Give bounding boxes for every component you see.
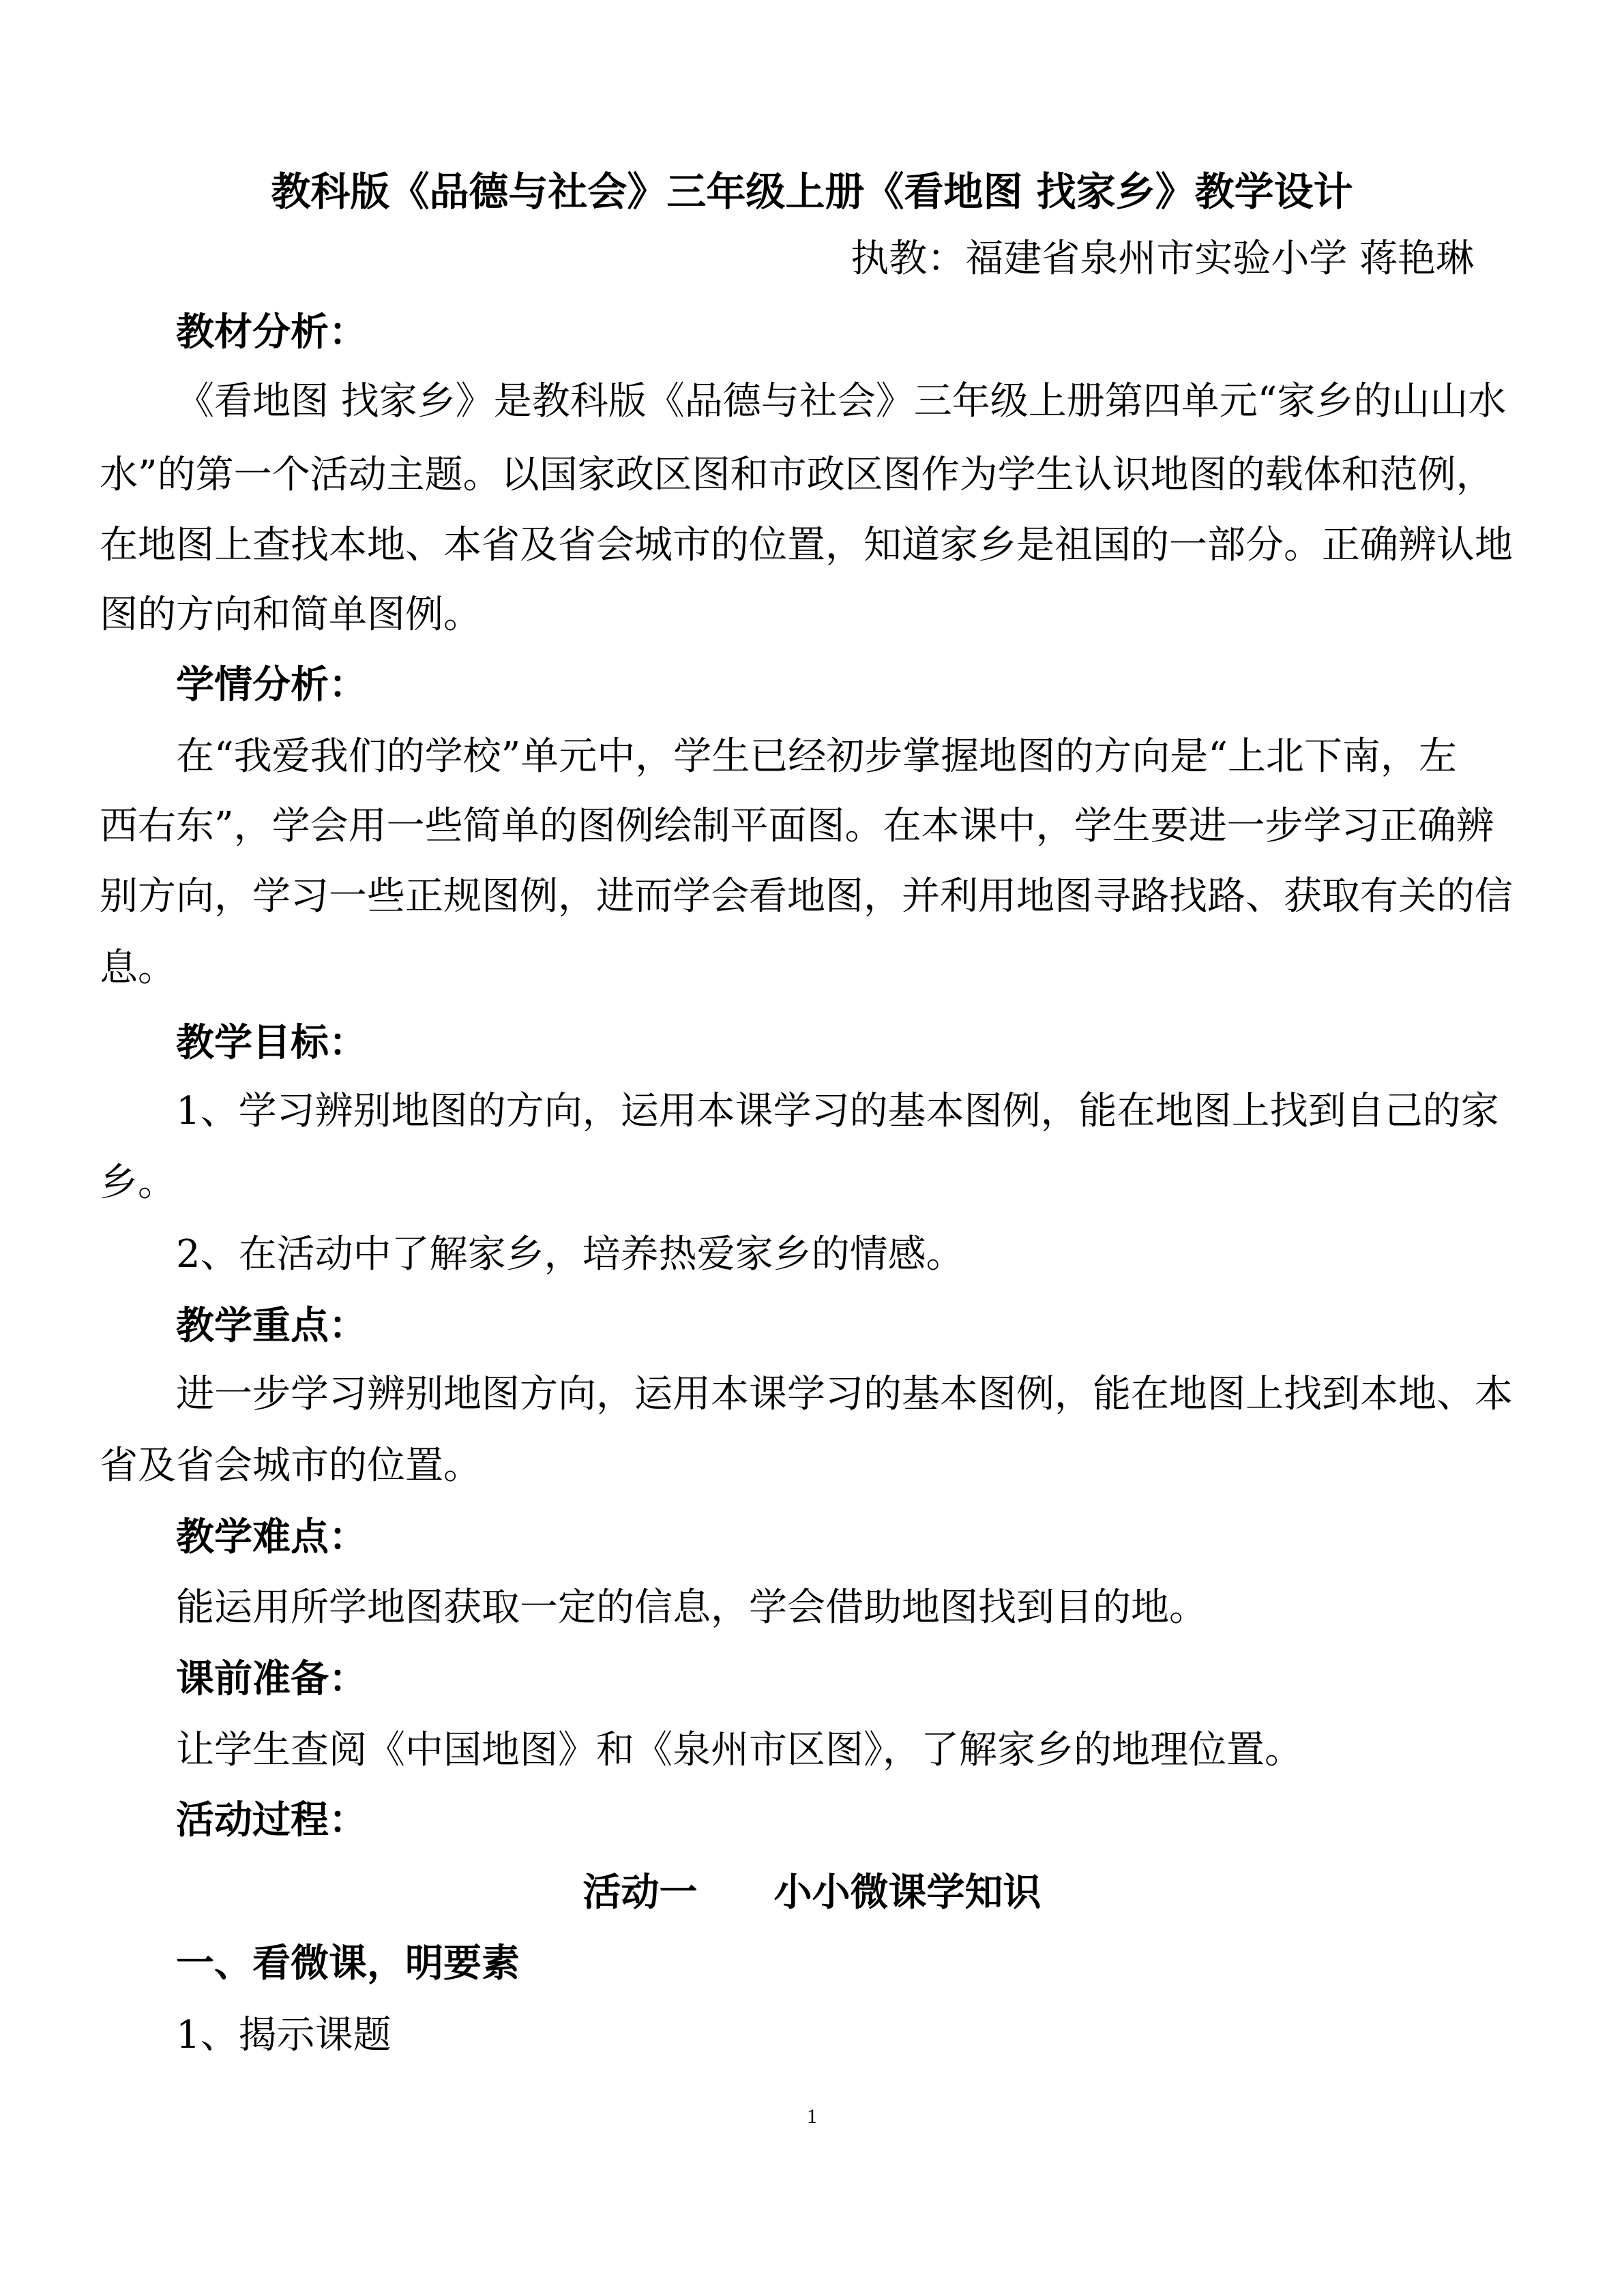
paragraph-line: 1、揭示课题	[176, 2013, 392, 2057]
paragraph-line: 2、在活动中了解家乡，培养热爱家乡的情感。	[176, 1232, 964, 1277]
activity-title: 活动一 小小微课学知识	[582, 1870, 1042, 1915]
paragraph-line: 1、学习辨别地图的方向，运用本课学习的基本图例，能在地图上找到自己的家	[176, 1089, 1499, 1133]
paragraph-line: 息。	[100, 946, 176, 990]
paragraph-line: 《看地图 找家乡》是教科版《品德与社会》三年级上册第四单元“家乡的山山水	[176, 379, 1507, 423]
paragraph-line: 别方向，学习一些正规图例，进而学会看地图，并利用地图寻路找路、获取有关的信	[100, 874, 1513, 919]
paragraph-line: 图的方向和简单图例。	[100, 593, 482, 637]
heading-preparation: 课前准备：	[176, 1657, 367, 1701]
paragraph-line: 能运用所学地图获取一定的信息，学会借助地图找到目的地。	[176, 1585, 1207, 1630]
paragraph-line: 在“我爱我们的学校”单元中，学生已经初步掌握地图的方向是“上北下南，左	[176, 734, 1457, 779]
paragraph-line: 乡。	[100, 1161, 176, 1205]
heading-goals: 教学目标：	[176, 1021, 367, 1065]
paragraph-line: 西右东”，学会用一些简单的图例绘制平面图。在本课中，学生要进一步学习正确辨	[100, 804, 1494, 848]
paragraph-line: 让学生查阅《中国地图》和《泉州市区图》，了解家乡的地理位置。	[176, 1728, 1303, 1772]
heading-process: 活动过程：	[176, 1798, 367, 1843]
paragraph-line: 在地图上查找本地、本省及省会城市的位置，知道家乡是祖国的一部分。正确辨认地	[100, 523, 1513, 567]
page-number: 1	[807, 2105, 817, 2128]
heading-difficulties: 教学难点：	[176, 1515, 367, 1560]
heading-student-analysis: 学情分析：	[176, 663, 367, 707]
document-title: 教科版《品德与社会》三年级上册《看地图 找家乡》教学设计	[271, 168, 1353, 215]
heading-textbook-analysis: 教材分析：	[176, 310, 367, 355]
author-line: 执教：福建省泉州市实验小学 蒋艳琳	[851, 237, 1474, 281]
subheading-watch-microlesson: 一、看微课，明要素	[176, 1941, 520, 1986]
heading-key-points: 教学重点：	[176, 1304, 367, 1348]
paragraph-line: 水”的第一个活动主题。以国家政区图和市政区图作为学生认识地图的载体和范例，	[100, 453, 1494, 497]
paragraph-line: 省及省会城市的位置。	[100, 1444, 482, 1488]
paragraph-line: 进一步学习辨别地图方向，运用本课学习的基本图例，能在地图上找到本地、本	[176, 1372, 1513, 1416]
